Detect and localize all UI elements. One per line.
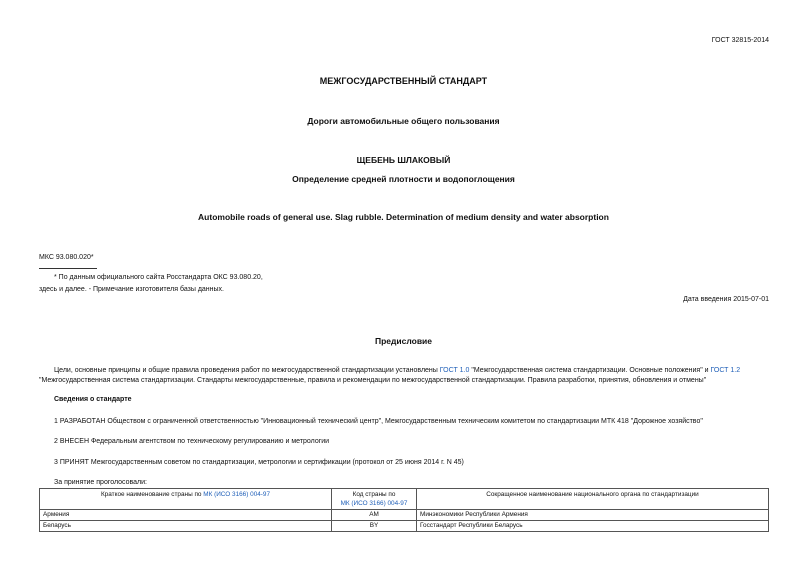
info-item-2: 2 ВНЕСЕН Федеральным агентством по техническому регулированию и метрологии xyxy=(54,438,330,445)
preface-text: "Межгосударственная система стандартизации. Основные положения" и xyxy=(471,367,709,374)
table-row xyxy=(40,521,769,532)
voted-label: За принятие проголосовали: xyxy=(54,479,147,486)
footnote-line-1: * По данным официального сайта Росстандарта ОКС 93.080.20, xyxy=(54,274,263,281)
standard-subtitle: Дороги автомобильные общего пользования xyxy=(307,116,500,126)
column-header-national-body: Сокращенное наименование национального органа по стандартизации xyxy=(417,489,769,510)
footnote-divider xyxy=(39,268,97,269)
country-cell: Беларусь xyxy=(40,521,332,532)
standard-title: ЩЕБЕНЬ ШЛАКОВЫЙ xyxy=(356,155,451,165)
national-body-cell: Минэкономики Республики Армения xyxy=(417,510,769,521)
info-item-3: 3 ПРИНЯТ Межгосударственным советом по стандартизации, метрологии и сертификации (протокол от 25 июня 2014 г. N 45) xyxy=(54,459,464,466)
introduction-date: Дата введения 2015-07-01 xyxy=(683,296,769,303)
mks-code: МКС 93.080.020* xyxy=(39,254,94,261)
gost-1-2-link[interactable]: ГОСТ 1.2 xyxy=(710,367,741,374)
info-item-1: 1 РАЗРАБОТАН Обществом с ограниченной ответственностью "Инновационный технический центр", Межгосударственным техническим комитетом по стандартизации МТК 418 "Дорожное хозяйство" xyxy=(54,418,703,425)
column-header-text: Код страны по xyxy=(352,491,396,498)
footnote-line-2: здесь и далее. - Примечание изготовителя базы данных. xyxy=(39,286,225,293)
country-code-cell: AM xyxy=(332,510,417,521)
standard-info-heading: Сведения о стандарте xyxy=(54,396,132,403)
column-header-text: Краткое наименование страны по xyxy=(100,491,202,498)
country-code-cell: BY xyxy=(332,521,417,532)
mk-iso-3166-link[interactable]: МК (ИСО 3166) 004-97 xyxy=(340,500,408,507)
member-countries-table xyxy=(39,488,769,532)
column-header-country xyxy=(40,489,332,510)
standard-title-english: Automobile roads of general use. Slag rubble. Determination of medium density and water absorption xyxy=(198,212,609,222)
preface-paragraph-line-1 xyxy=(54,366,740,376)
mk-iso-3166-link[interactable]: МК (ИСО 3166) 004-97 xyxy=(203,491,271,498)
document-code: ГОСТ 32815-2014 xyxy=(711,37,769,44)
table-row xyxy=(40,510,769,521)
preface-paragraph-line-2: "Межгосударственная система стандартизации. Стандарты межгосударственные, правила и рекомендации по межгосударственной стандартизации. Правила разработки, принятия, обновления и отмены" xyxy=(39,377,707,384)
table-header-row xyxy=(40,489,769,510)
standard-title-sub: Определение средней плотности и водопоглощения xyxy=(292,174,515,184)
column-header-code xyxy=(332,489,417,510)
national-body-cell: Госстандарт Республики Беларусь xyxy=(417,521,769,532)
standard-type-heading: МЕЖГОСУДАРСТВЕННЫЙ СТАНДАРТ xyxy=(319,76,488,86)
country-cell: Армения xyxy=(40,510,332,521)
preface-heading: Предисловие xyxy=(374,336,433,346)
gost-1-0-link[interactable]: ГОСТ 1.0 xyxy=(439,367,470,374)
preface-text: Цели, основные принципы и общие правила проведения работ по межгосударственной стандартизации установлены xyxy=(54,367,438,374)
